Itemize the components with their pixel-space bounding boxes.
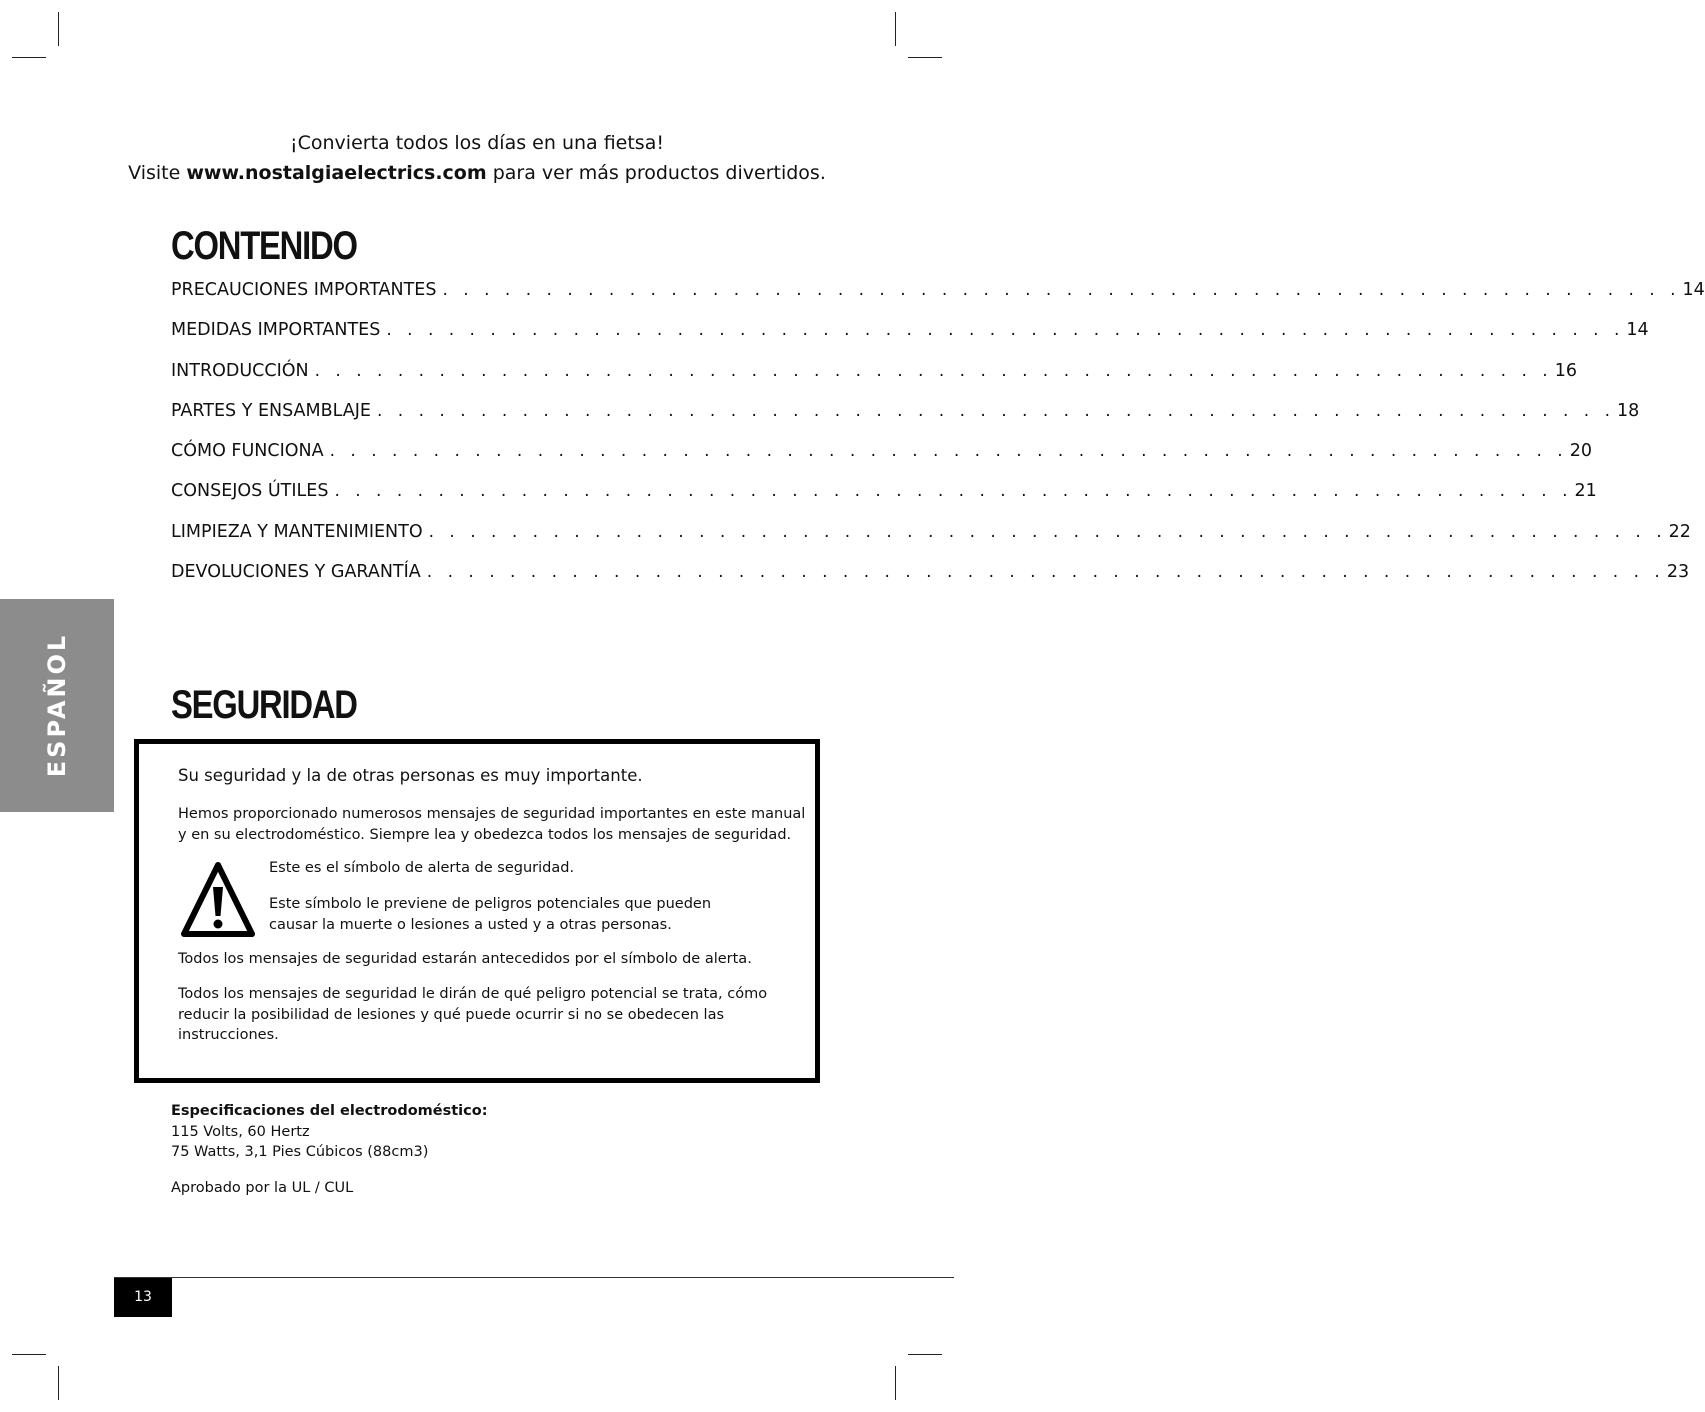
toc-entry-page: 23 bbox=[1666, 562, 1690, 583]
toc-entry-title: MEDIDAS IMPORTANTES bbox=[171, 320, 381, 341]
safety-heading: SEGURIDAD bbox=[171, 683, 357, 727]
toc-entry[interactable] bbox=[171, 481, 1597, 521]
table-of-contents bbox=[171, 280, 1705, 602]
toc-entry-title: CONSEJOS ÚTILES bbox=[171, 481, 329, 502]
tagline-line2 bbox=[0, 158, 954, 188]
toc-entry[interactable] bbox=[171, 320, 1649, 360]
safety-intro: Su seguridad y la de otras personas es muy importante. bbox=[178, 766, 643, 785]
safety-paragraph: Todos los mensajes de seguridad estarán antecedidos por el símbolo de alerta. bbox=[178, 951, 752, 967]
tagline-post: para ver más productos divertidos. bbox=[492, 162, 826, 184]
appliance-specs bbox=[171, 1101, 488, 1198]
crop-mark bbox=[895, 12, 896, 46]
toc-leader-dots: . . . . . . . . . . . . . . . . . . . . . . . . . . . . . . . . . . . . . . . . . . . . . . . . . . . . . . . . . . . . bbox=[428, 521, 1667, 542]
tagline-line1: ¡Convierta todos los días en una fietsa! bbox=[290, 132, 664, 154]
toc-entry[interactable] bbox=[171, 562, 1690, 602]
specs-title: Especificaciones del electrodoméstico: bbox=[171, 1103, 488, 1119]
specs-line: 115 Volts, 60 Hertz bbox=[171, 1123, 310, 1140]
toc-entry-page: 20 bbox=[1569, 441, 1592, 462]
toc-leader-dots: . . . . . . . . . . . . . . . . . . . . . . . . . . . . . . . . . . . . . . . . . . . . . . . . . . . . . . . . . . . . bbox=[386, 320, 1625, 341]
language-tab bbox=[0, 599, 114, 812]
toc-entry[interactable] bbox=[171, 521, 1691, 562]
tagline bbox=[0, 128, 954, 188]
toc-leader-dots: . . . . . . . . . . . . . . . . . . . . . . . . . . . . . . . . . . . . . . . . . . . . . . . . . . . . . . . . . . . . bbox=[376, 400, 1616, 421]
safety-paragraph: Todos los mensajes de seguridad le dirán de qué peligro potencial se trata, cómo reducir la posibilidad de lesiones y qué puede ocurrir si no se obedecen las instrucciones. bbox=[178, 986, 768, 1043]
specs-line: 75 Watts, 3,1 Pies Cúbicos (88cm3) bbox=[171, 1144, 429, 1160]
symbol-warning: Este símbolo le previene de peligros potenciales que pueden causar la muerte o lesiones a usted y a otras personas. bbox=[269, 896, 712, 933]
safety-paragraph: Hemos proporcionado numerosos mensajes de seguridad importantes en este manual y en su electrodoméstico. Siempre lea y obedezca todos los mensajes de seguridad. bbox=[178, 806, 806, 843]
tagline-pre: Visite bbox=[128, 162, 181, 184]
website-link[interactable]: www.nostalgiaelectrics.com bbox=[186, 162, 487, 184]
toc-entry-title: CÓMO FUNCIONA bbox=[171, 441, 324, 462]
warning-triangle-icon bbox=[181, 861, 255, 939]
toc-entry-title: INTRODUCCIÓN bbox=[171, 360, 309, 381]
crop-mark bbox=[12, 57, 46, 58]
footer-divider bbox=[114, 1277, 954, 1278]
language-tab-label: ESPAÑOL bbox=[43, 632, 71, 778]
toc-entry-page: 21 bbox=[1574, 481, 1597, 502]
toc-leader-dots: . . . . . . . . . . . . . . . . . . . . . . . . . . . . . . . . . . . . . . . . . . . . . . . . . . . . . . . . . . . . bbox=[334, 481, 1573, 502]
toc-entry-title: PRECAUCIONES IMPORTANTES bbox=[171, 280, 437, 300]
toc-entry-title: PARTES Y ENSAMBLAJE bbox=[171, 400, 371, 421]
toc-entry-page: 14 bbox=[1626, 320, 1649, 341]
toc-entry-page: 18 bbox=[1617, 400, 1640, 421]
safety-box bbox=[134, 739, 820, 1083]
toc-entry[interactable] bbox=[171, 280, 1705, 320]
crop-mark bbox=[58, 1366, 59, 1400]
crop-mark bbox=[895, 1366, 896, 1400]
toc-entry-page: 14 bbox=[1682, 280, 1705, 300]
toc-entry-title: DEVOLUCIONES Y GARANTÍA bbox=[171, 562, 421, 583]
toc-entry[interactable] bbox=[171, 400, 1640, 441]
crop-mark bbox=[58, 12, 59, 46]
toc-leader-dots: . . . . . . . . . . . . . . . . . . . . . . . . . . . . . . . . . . . . . . . . . . . . . . . . . . . . . . . . . . . . bbox=[314, 360, 1553, 381]
contents-heading: CONTENIDO bbox=[171, 224, 357, 268]
toc-entry-page: 16 bbox=[1554, 360, 1577, 381]
toc-leader-dots: . . . . . . . . . . . . . . . . . . . . . . . . . . . . . . . . . . . . . . . . . . . . . . . . . . . . . . . . . . . . bbox=[442, 280, 1681, 300]
toc-entry[interactable] bbox=[171, 360, 1577, 401]
toc-entry[interactable] bbox=[171, 441, 1592, 481]
crop-mark bbox=[908, 57, 942, 58]
symbol-description: Este es el símbolo de alerta de seguridad. bbox=[269, 860, 575, 876]
crop-mark bbox=[12, 1354, 46, 1355]
toc-leader-dots: . . . . . . . . . . . . . . . . . . . . . . . . . . . . . . . . . . . . . . . . . . . . . . . . . . . . . . . . . . . . bbox=[426, 562, 1665, 583]
toc-entry-title: LIMPIEZA Y MANTENIMIENTO bbox=[171, 521, 423, 542]
crop-mark bbox=[908, 1354, 942, 1355]
page-number: 13 bbox=[114, 1278, 172, 1317]
toc-entry-page: 22 bbox=[1668, 521, 1691, 542]
approval-text: Aprobado por la UL / CUL bbox=[171, 1179, 354, 1196]
toc-leader-dots: . . . . . . . . . . . . . . . . . . . . . . . . . . . . . . . . . . . . . . . . . . . . . . . . . . . . . . . . . . . . bbox=[329, 441, 1568, 462]
